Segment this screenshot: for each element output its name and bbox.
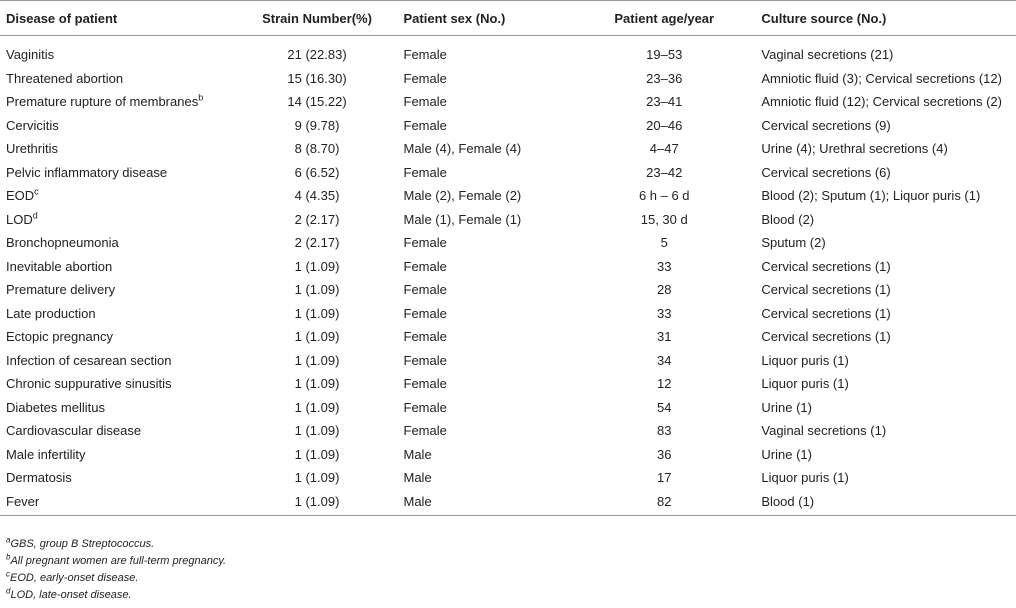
footnote-marker: c (34, 186, 39, 197)
disease-label: Dermatosis (6, 470, 72, 485)
cell-strain: 8 (8.70) (294, 141, 340, 156)
disease-label: EOD (6, 188, 35, 203)
cell-source: Vaginal secretions (21) (761, 47, 894, 62)
cell-strain: 6 (6.52) (294, 164, 340, 180)
cell-sex: Female (403, 47, 447, 62)
cell-strain: 1 (1.09) (294, 329, 340, 344)
cell-disease (0, 349, 237, 373)
cell-age: 31 (657, 329, 672, 344)
cell-age: 19–53 (646, 47, 683, 62)
disease-label: Infection of cesarean section (6, 352, 172, 368)
cell-disease (0, 302, 237, 326)
table-row (0, 36, 1016, 67)
cell-disease (0, 255, 237, 279)
table-row (0, 67, 1016, 91)
cell-source: Liquor puris (1) (761, 376, 849, 391)
footnotes (6, 536, 226, 604)
disease-label: Ectopic pregnancy (6, 329, 113, 344)
disease-label: Fever (6, 493, 40, 509)
cell-age: 82 (573, 490, 755, 516)
footnote (6, 553, 226, 570)
cell-sex: Female (403, 282, 447, 297)
disease-label: Diabetes mellitus (6, 399, 105, 415)
cell-sex: Female (403, 352, 447, 368)
cell-disease (0, 396, 237, 420)
table-row (0, 490, 1016, 516)
disease-label: Bronchopneumonia (6, 235, 119, 250)
disease-label: Chronic suppurative sinusitis (6, 376, 172, 391)
col-header-sex: Patient sex (No.) (398, 1, 574, 36)
cell-disease (0, 137, 237, 161)
footnote-mark: d (6, 586, 11, 596)
cell-age: 28 (657, 282, 672, 297)
col-header-strain: Strain Number(%) (237, 1, 398, 36)
cell-source: Amniotic fluid (12); Cervical secretions (2) (761, 94, 1002, 109)
disease-label: Premature delivery (6, 282, 116, 297)
table-row (0, 396, 1016, 420)
cell-strain: 21 (22.83) (287, 47, 347, 62)
cell-sex: Female (403, 164, 447, 180)
cell-age: 6 h – 6 d (638, 188, 690, 203)
cell-disease (0, 325, 237, 349)
cell-source: Blood (2) (761, 211, 815, 227)
cell-age: 34 (657, 352, 672, 368)
disease-label: LOD (6, 211, 33, 227)
cell-source: Amniotic fluid (3); Cervical secretions (12) (761, 70, 1002, 86)
footnote-text: All pregnant women are full-term pregnancy. (10, 555, 227, 567)
cell-source: Cervical secretions (1) (761, 305, 891, 321)
cell-strain: 1 (1.09) (294, 446, 340, 462)
footnote-text: GBS, group B Streptococcus. (10, 538, 155, 550)
cell-sex: Female (403, 117, 447, 133)
cell-disease (0, 419, 237, 443)
cell-sex: Female (403, 376, 447, 391)
cell-source: Sputum (2) (761, 235, 826, 250)
disease-label: Late production (6, 305, 96, 321)
table-row (0, 137, 1016, 161)
cell-sex: Female (403, 258, 447, 274)
cell-disease (0, 443, 237, 467)
cell-strain: 1 (1.09) (294, 470, 340, 485)
footnote-marker: b (198, 92, 204, 103)
disease-label: Premature rupture of membranes (6, 94, 199, 109)
disease-label: Inevitable abortion (6, 258, 113, 274)
col-header-age: Patient age/year (573, 1, 755, 36)
cell-age: 12 (657, 376, 672, 391)
cell-age: 20–46 (646, 117, 683, 133)
cell-age: 33 (657, 258, 672, 274)
cell-disease (0, 161, 237, 185)
cell-age: 54 (657, 399, 672, 415)
disease-label: Cervicitis (6, 117, 59, 133)
cell-sex: Male (403, 446, 432, 462)
table-row (0, 302, 1016, 326)
cell-source: Liquor puris (1) (761, 352, 849, 368)
cell-strain: 1 (1.09) (294, 423, 340, 438)
cell-strain: 4 (4.35) (294, 188, 340, 203)
cell-source: Liquor puris (1) (761, 470, 849, 485)
cell-disease (0, 67, 237, 91)
footnote-mark: a (6, 535, 11, 545)
cell-source: Cervical secretions (1) (761, 329, 891, 344)
table-row (0, 161, 1016, 185)
cell-age: 83 (657, 423, 672, 438)
cell-sex: Male (398, 490, 574, 516)
cell-age: 23–41 (646, 94, 683, 109)
header-row (0, 1, 1016, 36)
cell-disease (0, 90, 237, 114)
cell-source: Cervical secretions (9) (761, 117, 891, 133)
disease-label: Pelvic inflammatory disease (6, 164, 168, 180)
table-row (0, 255, 1016, 279)
cell-disease (0, 466, 237, 490)
table-row (0, 208, 1016, 232)
cell-age: 23–36 (646, 70, 683, 86)
cell-strain: 9 (9.78) (294, 117, 340, 133)
disease-label: Male infertility (6, 446, 86, 462)
cell-strain: 1 (1.09) (294, 376, 340, 391)
table-row (0, 114, 1016, 138)
cell-source: Urine (4); Urethral secretions (4) (761, 141, 948, 156)
cell-sex: Male (403, 470, 432, 485)
table-row (0, 231, 1016, 255)
cell-sex: Male (1), Female (1) (403, 211, 522, 227)
cell-sex: Female (403, 305, 447, 321)
disease-label: Cardiovascular disease (6, 423, 142, 438)
cell-sex: Male (4), Female (4) (403, 141, 522, 156)
footnote-text: LOD, late-onset disease. (10, 589, 132, 601)
disease-label: Vaginitis (6, 47, 55, 62)
col-header-disease: Disease of patient (0, 1, 237, 36)
cell-source: Cervical secretions (6) (761, 164, 891, 180)
cell-strain: 1 (1.09) (294, 352, 340, 368)
cell-age: 15, 30 d (640, 211, 688, 227)
cell-age: 36 (657, 446, 672, 462)
cell-sex: Female (403, 329, 447, 344)
cell-source: Urine (1) (761, 399, 812, 415)
cell-source: Cervical secretions (1) (761, 258, 891, 274)
cell-disease (0, 208, 237, 232)
cell-disease (0, 184, 237, 208)
cell-strain: 1 (1.09) (294, 258, 340, 274)
cell-sex: Female (403, 70, 447, 86)
cell-source: Blood (2); Sputum (1); Liquor puris (1) (761, 188, 981, 203)
table-body (0, 36, 1016, 516)
cell-age: 4–47 (649, 141, 679, 156)
cell-disease (0, 372, 237, 396)
table-row (0, 184, 1016, 208)
cell-source: Vaginal secretions (1) (761, 423, 887, 438)
cell-sex: Female (403, 399, 447, 415)
cell-age: 5 (660, 235, 668, 250)
table-row (0, 443, 1016, 467)
footnote-text: EOD, early-onset disease. (10, 572, 139, 584)
cell-sex: Female (403, 235, 447, 250)
cell-disease (0, 490, 237, 516)
table-row (0, 372, 1016, 396)
cell-source: Urine (1) (761, 446, 812, 462)
cell-strain: 1 (1.09) (294, 282, 340, 297)
table-row (0, 349, 1016, 373)
cell-strain: 14 (15.22) (287, 94, 347, 109)
table-row (0, 278, 1016, 302)
footnote (6, 587, 226, 604)
cell-strain: 2 (2.17) (294, 211, 340, 227)
cell-age: 33 (657, 305, 672, 321)
table-row (0, 325, 1016, 349)
disease-label: Threatened abortion (6, 70, 124, 86)
table-header (0, 1, 1016, 36)
cell-disease (0, 231, 237, 255)
cell-disease (0, 36, 237, 67)
cell-strain: 15 (16.30) (287, 70, 347, 86)
cell-sex: Female (403, 94, 447, 109)
footnote (6, 570, 226, 587)
footnote-mark: b (6, 552, 11, 562)
table-row (0, 90, 1016, 114)
cell-source: Blood (1) (755, 490, 1016, 516)
cell-sex: Male (2), Female (2) (403, 188, 522, 203)
cell-age: 17 (657, 470, 672, 485)
cell-strain: 2 (2.17) (294, 235, 340, 250)
table-row (0, 419, 1016, 443)
cell-strain: 1 (1.09) (237, 490, 398, 516)
footnote-marker: d (32, 210, 38, 221)
footnote-mark: c (6, 569, 10, 579)
cell-source: Cervical secretions (1) (761, 282, 891, 297)
cell-age: 23–42 (646, 164, 683, 180)
cell-strain: 1 (1.09) (294, 305, 340, 321)
cell-strain: 1 (1.09) (294, 399, 340, 415)
table-row (0, 466, 1016, 490)
cell-disease (0, 114, 237, 138)
footnote (6, 536, 226, 553)
col-header-source: Culture source (No.) (755, 1, 1016, 36)
cell-disease (0, 278, 237, 302)
cell-sex: Female (403, 423, 447, 438)
disease-label: Urethritis (6, 141, 59, 156)
